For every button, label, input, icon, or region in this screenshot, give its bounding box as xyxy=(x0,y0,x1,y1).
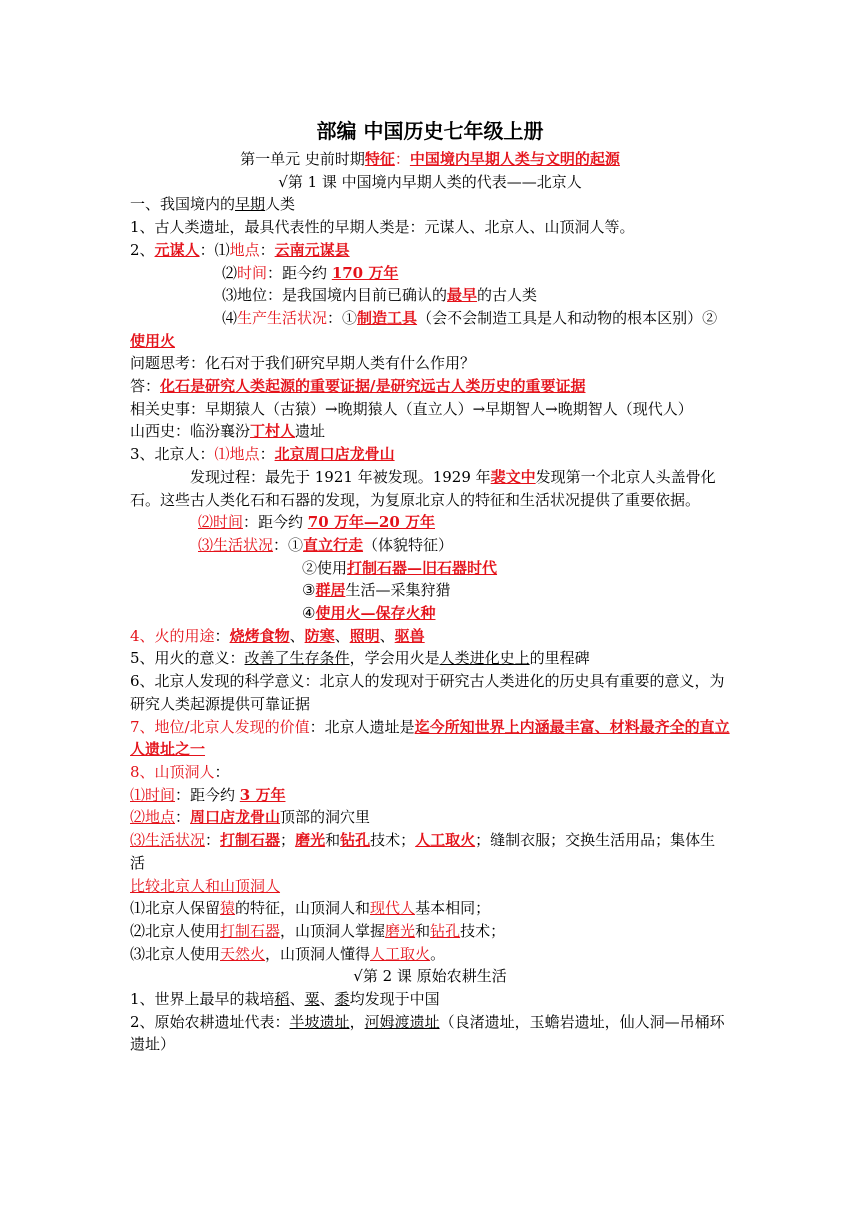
peking-value: 7、地位/北京人发现的价值：北京人遗址是迄今所知世界上内涵最丰富、材料最齐全的直立人遗址之一 xyxy=(130,717,730,759)
answer: 答：化石是研究人类起源的重要证据/是研究远古人类历史的重要证据 xyxy=(130,377,586,396)
compare-2: ⑵北京人使用打制石器，山顶洞人掌握磨光和钻孔技术； xyxy=(130,921,506,940)
compare-1: ⑴北京人保留猿的特征，山顶洞人和现代人基本相同； xyxy=(130,899,491,918)
upper-cave-location: ⑵地点：周口店龙骨山顶部的洞穴里 xyxy=(130,808,371,827)
section-1-heading: 一、我国境内的早期人类 xyxy=(130,195,296,214)
paragraph-1: 1、古人类遗址，最具代表性的早期人类是：元谋人、北京人、山顶洞人等。 xyxy=(130,218,635,237)
shanxi-history: 山西史：临汾襄汾丁村人遗址 xyxy=(130,422,326,441)
document-title: 部编 中国历史七年级上册 xyxy=(316,119,544,143)
lesson-2-paragraph-2: 2、原始农耕遗址代表：半坡遗址，河姆渡遗址（良渚遗址，玉蟾岩遗址，仙人洞—吊桶环遗址） xyxy=(130,1012,725,1054)
peking-discovery: 发现过程：最先于 1921 年被发现。1929 年裴文中发现第一个北京人头盖骨化石。这些古人类化石和石器的发现，为复原北京人的特征和生活状况提供了重要依据。 xyxy=(130,467,716,509)
upper-cave-heading: 8、山顶洞人： xyxy=(130,762,230,781)
peking-life-2: ②使用打制石器—旧石器时代 xyxy=(302,558,498,577)
question: 问题思考：化石对于我们研究早期人类有什么作用？ xyxy=(130,354,476,373)
fire-meaning: 5、用火的意义：改善了生存条件，学会用火是人类进化史上的里程碑 xyxy=(130,649,590,668)
lesson-2-heading: √第 2 课 原始农耕生活 xyxy=(353,967,507,986)
compare-3: ⑶北京人使用天然火，山顶洞人懂得人工取火。 xyxy=(130,944,446,963)
yuanmou-time: ⑵时间：距今约 170 万年 xyxy=(222,263,399,282)
compare-heading: 比较北京人和山顶洞人 xyxy=(130,876,281,895)
lesson-2-paragraph-1: 1、世界上最早的栽培稻、粟、黍均发现于中国 xyxy=(130,990,440,1009)
unit-heading: 第一单元 史前时期特征：中国境内早期人类与文明的起源 xyxy=(240,150,620,168)
document-body xyxy=(130,116,730,1056)
fire-use: 4、火的用途：烧烤食物、防寒、照明、驱兽 xyxy=(130,626,425,645)
peking-time: ⑵时间：距今约 70 万年—20 万年 xyxy=(198,513,435,532)
upper-cave-time: ⑴时间：距今约 3 万年 xyxy=(130,785,286,804)
related-history: 相关史事：早期猿人（古猿）→晚期猿人（直立人）→早期智人→晚期智人（现代人） xyxy=(130,399,693,418)
peking-significance: 6、北京人发现的科学意义：北京人的发现对于研究古人类进化的历史具有重要的意义，为研究人类起源提供可靠证据 xyxy=(130,672,725,713)
peking-location: 3、北京人：⑴地点：北京周口店龙骨山 xyxy=(130,445,395,464)
lesson-1-heading: √第 1 课 中国境内早期人类的代表——北京人 xyxy=(278,172,582,191)
upper-cave-life: ⑶生活状况：打制石器；磨光和钻孔技术；人工取火；缝制衣服；交换生活用品；集体生活 xyxy=(130,831,716,872)
peking-life-4: ④使用火—保存火种 xyxy=(302,604,436,623)
yuanmou-life: ⑷生产生活状况：①制造工具（会不会制造工具是人和动物的根本区别）②使用火 xyxy=(130,308,718,350)
yuanmou-status: ⑶地位：是我国境内目前已确认的最早的古人类 xyxy=(222,286,538,305)
peking-life-3: ③群居生活—采集狩猎 xyxy=(302,581,451,600)
peking-life-1: ⑶生活状况：①直立行走（体貌特征） xyxy=(198,535,454,554)
yuanmou-location: 2、元谋人：⑴地点：云南元谋县 xyxy=(130,240,350,259)
